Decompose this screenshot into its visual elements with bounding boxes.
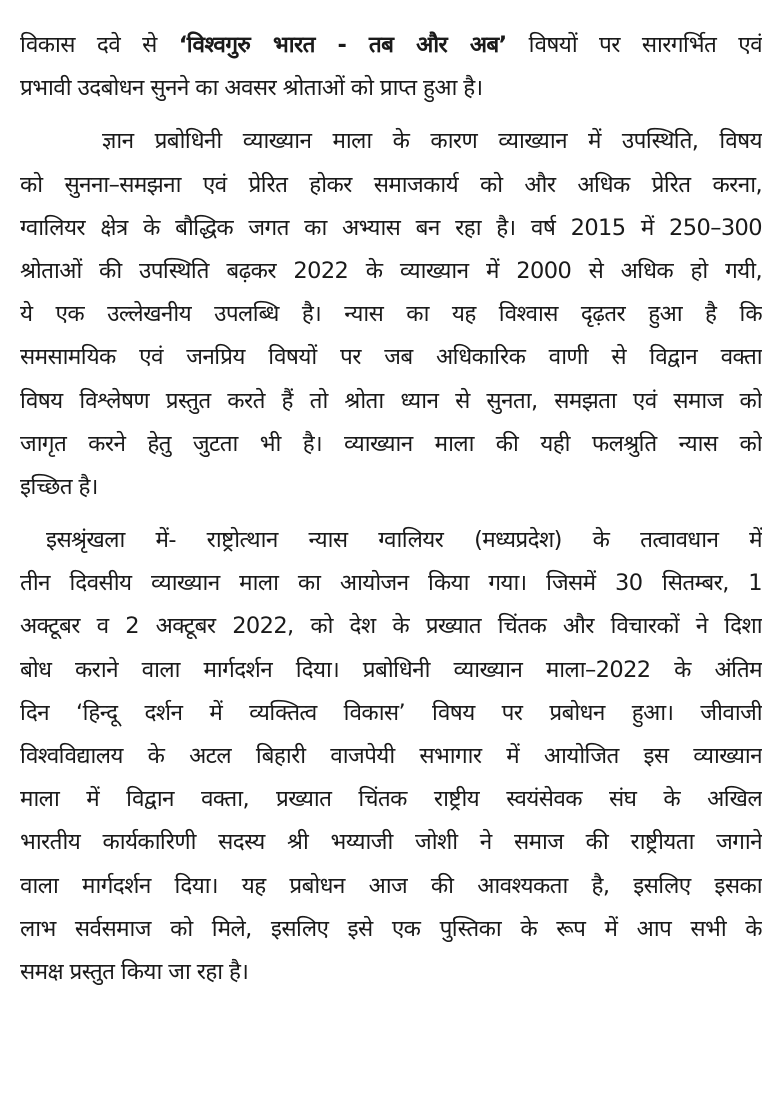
text-line: अक्टूबर व 2 अक्टूबर 2022, को देश के प्रख्यात चिंतक और विचारकों ने दिशा [20,613,762,640]
text-line: लाभ सर्वसमाज को मिले, इसलिए इसे एक पुस्तिका के रूप में आप सभी के [20,915,762,942]
text-line: भारतीय कार्यकारिणी सदस्य श्री भय्याजी जोशी ने समाज की राष्ट्रीयता जगाने [20,829,762,856]
text-line: जागृत करने हेतु जुटता भी है। व्याख्यान माला की यही फलश्रुति न्यास को [20,430,762,457]
text-line: समसामयिक एवं जनप्रिय विषयों पर जब अधिकारिक वाणी से विद्वान वक्ता [20,344,762,371]
lecture-title-bold: ‘विश्वगुरु भारत - तब और अब’ [178,32,507,58]
text-run: विषयों पर सारगर्भित एवं [506,32,762,58]
paragraph-1 [20,24,762,110]
text-line: तीन दिवसीय व्याख्यान माला का आयोजन किया गया। जिसमें 30 सितम्बर, 1 [20,570,762,597]
text-line: बोध कराने वाला मार्गदर्शन दिया। प्रबोधिनी व्याख्यान माला–2022 के अंतिम [20,656,762,683]
text-line: दिन ‘हिन्दू दर्शन में व्यक्तित्व विकास’ विषय पर प्रबोधन हुआ। जीवाजी [20,699,762,726]
text-line: विश्वविद्यालय के अटल बिहारी वाजपेयी सभागार में आयोजित इस व्याख्यान [20,743,762,769]
text-line: ग्वालियर क्षेत्र के बौद्धिक जगत का अभ्यास बन रहा है। वर्ष 2015 में 250–300 [20,214,762,241]
text-line: को सुनना–समझना एवं प्रेरित होकर समाजकार्य को और अधिक प्रेरित करना, [20,171,762,198]
paragraph-2 [20,120,762,509]
text-line: ये एक उल्लेखनीय उपलब्धि है। न्यास का यह विश्वास दृढ़तर हुआ है कि [20,301,762,328]
document-page [20,24,762,994]
text-line: वाला मार्गदर्शन दिया। यह प्रबोधन आज की आवश्यकता है, इसलिए इसका [20,872,762,899]
text-line: माला में विद्वान वक्ता, प्रख्यात चिंतक राष्ट्रीय स्वयंसेवक संघ के अखिल [20,786,762,813]
text-line: श्रोताओं की उपस्थिति बढ़कर 2022 के व्याख्यान में 2000 से अधिक हो गयी, [20,257,762,284]
text-line [20,24,762,67]
text-line: इच्छित है। [20,473,98,500]
text-line: विषय विश्लेषण प्रस्तुत करते हैं तो श्रोता ध्यान से सुनता, समझता एवं समाज को [20,387,762,414]
text-line: ज्ञान प्रबोधिनी व्याख्यान माला के कारण व्याख्यान में उपस्थिति, विषय [102,128,762,155]
text-run: विकास दवे से [20,32,179,58]
text-line: इसश्रृंखला में- राष्ट्रोत्थान न्यास ग्वालियर (मध्यप्रदेश) के तत्वावधान में [46,527,762,554]
text-line: प्रभावी उदबोधन सुनने का अवसर श्रोताओं को प्राप्त हुआ है। [20,75,483,102]
text-line: समक्ष प्रस्तुत किया जा रहा है। [20,958,249,985]
paragraph-3 [20,519,762,994]
